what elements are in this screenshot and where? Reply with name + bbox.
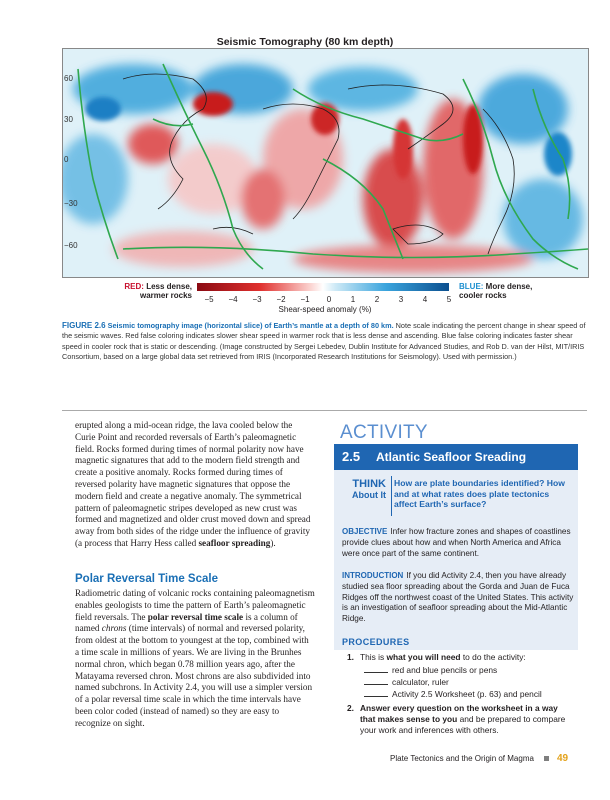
activity-number: 2.5: [342, 449, 361, 464]
scale-tick: 3: [398, 295, 404, 304]
caption-text: Note scale indicating the percent change in shear speed of the seismic waves. Red false coloring indicates slower shear speed in warmer rock that is less dense and ascending. Blue false coloring indicates faster shear speed in cooler rock that is static or descending. (Image constructed by Sergei Lebedev, Dublin Institute for Advanced Studies, and Rob D. van der Hilst, MIT/IRIS Consortium, based on a large global data set retrieved from IRIS (Incorporated Research Institutions for Seismology). Used with permission.): [62, 321, 586, 361]
section-heading: Polar Reversal Time Scale: [75, 573, 218, 585]
lat-label-30: 30: [64, 115, 73, 124]
caption-divider: [62, 410, 587, 411]
think-about-it: THINK About It: [352, 478, 386, 500]
scale-tick: 2: [374, 295, 380, 304]
introduction: INTRODUCTION If you did Activity 2.4, then you have already studied sea floor spreading about the Gorda and Juan de Fuca Ridges off the northwest coast of the United States. This activity is an investigation of seafloor spreading about the Mid-Atlantic Ridge.: [342, 571, 574, 624]
figure-title: Seismic Tomography (80 km depth): [216, 36, 394, 48]
blue-legend-label: BLUE: More dense, cooler rocks: [459, 282, 533, 300]
lat-label-minus-60: −60: [64, 241, 78, 250]
figure-label: FIGURE 2.6: [62, 321, 106, 330]
tomography-map: [62, 48, 589, 278]
scale-tick: 4: [422, 295, 428, 304]
scale-tick: −2: [276, 295, 286, 304]
body-paragraph-2: Radiometric dating of volcanic rocks containing paleomagnetism enables geologists to time the pattern of Earth’s paleomagnetic field reversals. The polar reversal time scale is a column of named chrons (time intervals) of normal and reversed polarity, from oldest at the bottom to youngest at the top, combined with a time scale in millions of years. We are living in the Brunhes normal chron, which began 0.78 million years ago, after the Matayama reversed chron. Most chrons are also subdivided into named subchrons. In Activity 2.4, you will use a simpler version of a polar reversal time scale in which the time intervals have been color coded (instead of named) so they are easy to recognize on sight.: [75, 588, 315, 728]
think-divider: [391, 476, 392, 516]
color-scale: [0, 278, 610, 318]
body-paragraph-1: erupted along a mid-ocean ridge, the lava cooled below the Curie Point and recorded reversals of Earth’s paleomagnetic field. Rocks formed during times of normal polarity now have magnetic signatures that add to the modern field strength and create a positive anomaly. Rocks formed during times of reversed polarity have magnetic signatures that oppose the modern field and create a negative anomaly. The symmetrical pattern of paleomagnetic stripes developed as new crust was formed and magnetized and older crust moved down and spread away from both sides of the ridge under the influence of gravity (a process that Harry Hess called seafloor spreading).: [75, 420, 311, 548]
scale-tick: −5: [204, 295, 214, 304]
lat-label-minus-30: −30: [64, 199, 78, 208]
activity-title: Atlantic Seafloor Sreading: [376, 450, 527, 464]
scale-tick: −1: [300, 295, 310, 304]
think-question: How are plate boundaries identified? How and at what rates does plate tectonics affect Earth’s surface?: [394, 478, 565, 509]
objective: OBJECTIVE Infer how fracture zones and shapes of coastlines provide clues about how and when North America and Africa were once part of the same continent.: [342, 527, 571, 558]
caption-title: Seismic tomography image (horizontal slice) of Earth’s mantle at a depth of 80 km.: [107, 321, 394, 330]
red-legend-label: RED: Less dense, warmer rocks: [124, 282, 192, 300]
scale-tick: −3: [252, 295, 262, 304]
scale-tick: −4: [228, 295, 238, 304]
footer-square-icon: [544, 756, 549, 761]
page-footer: [390, 753, 568, 764]
scale-tick: 1: [350, 295, 356, 304]
activity-panel: [334, 444, 578, 650]
activity-word: ACTIVITY: [340, 422, 428, 443]
scale-tick: 5: [446, 295, 452, 304]
scale-axis-label: Shear-speed anomaly (%): [278, 305, 372, 314]
lat-label-60: 60: [64, 74, 73, 83]
color-bar: [197, 283, 449, 291]
running-title: Plate Tectonics and the Origin of Magma: [390, 754, 534, 763]
page-number: 49: [556, 753, 569, 764]
tomography-map-image: [63, 49, 588, 277]
figure-caption: [62, 321, 587, 362]
lat-label-0: 0: [64, 155, 69, 164]
procedures-heading: PROCEDURES: [342, 637, 410, 647]
activity-header: [334, 444, 578, 470]
scale-tick: 0: [326, 295, 332, 304]
